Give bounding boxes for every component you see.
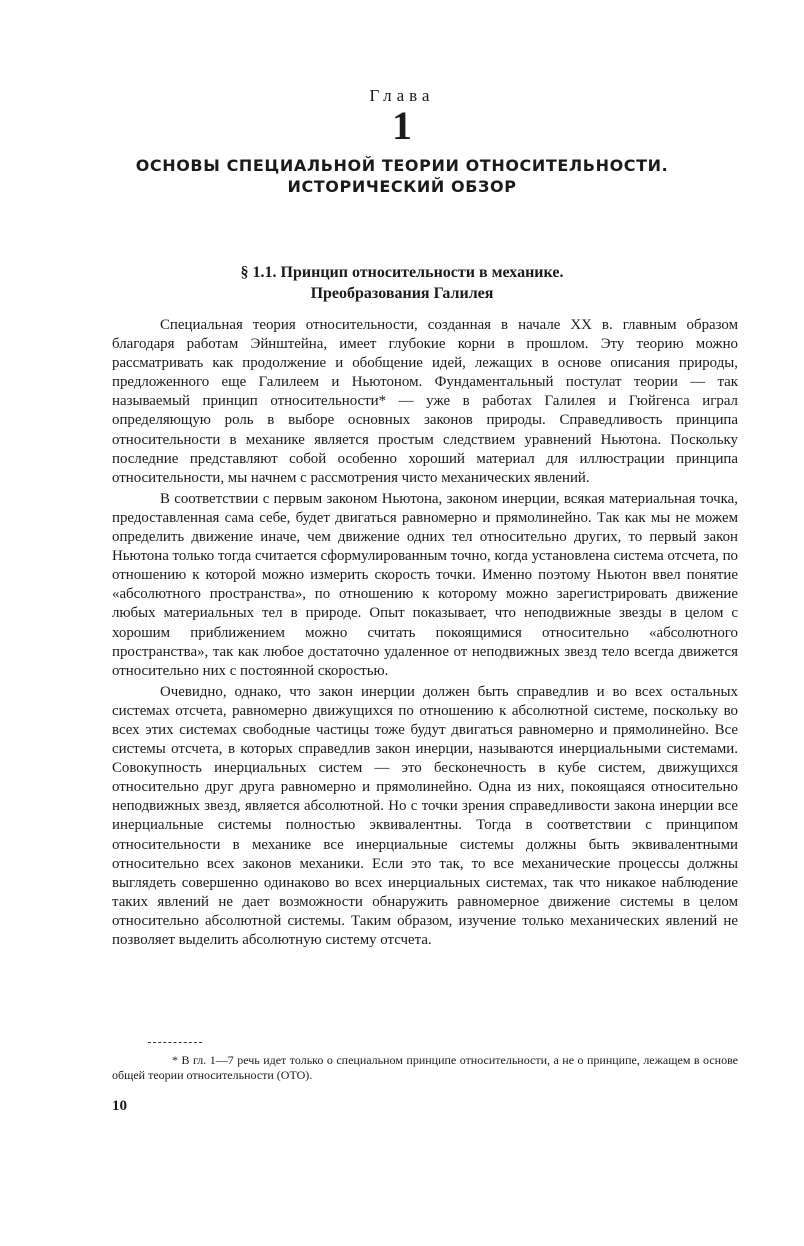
footnote-divider	[148, 1042, 202, 1043]
chapter-title-line-2: ИСТОРИЧЕСКИЙ ОБЗОР	[287, 177, 517, 196]
paragraph-1: Специальная теория относительности, созданная в начале XX в. главным образом благодаря работам Эйнштейна, имеет глубокие корни в прошлом. Эту теорию можно рассматривать как продолжение и обобщение идей, лежащих в основе описания природы, предложенного еще Галилеем и Ньютоном. Фундаментальный постулат теории — так называемый принцип относительности* — уже в работах Галилея и Гюйгенса играл определяющую роль в выборе основных законов природы. Справедливость принципа относительности в механике является простым следствием уравнений Ньютона. Поскольку последние представляют собой особенно хороший материал для иллюстрации принципа относительности, мы начнем с рассмотрения чисто механических явлений.	[112, 317, 738, 486]
paragraph-3: Очевидно, однако, что закон инерции должен быть справедлив и во всех остальных системах отсчета, равномерно движущихся по отношению к абсолютной системе, поскольку во всех этих системах свободные частицы тоже будут двигаться равномерно и прямолинейно. Все системы отсчета, в которых справедлив закон инерции, называются инерциальными системами. Совокупность инерциальных систем — это бесконечность в кубе систем, движущихся относительно друг друга равномерно и прямолинейно. Одна из них, покоящаяся относительно неподвижных звезд, является абсолютной. Но с точки зрения справедливости закона инерции все инерциальные системы полностью эквивалентны. Тогда в соответствии с принципом относительности в механике все инерциальные системы должны быть эквивалентными относительно всех законов механики. Если это так, то все механические процессы должны выглядеть совершенно одинаково во всех инерциальных системах, так что никакое наблюдение таких явлений не дает возможности обнаружить равномерное движение системы в целом относительно абсолютной системы. Таким образом, изучение только механических явлений не позволяет выделить абсолютную систему отсчета.	[112, 683, 738, 948]
body-text	[112, 316, 738, 952]
chapter-title-line-1: ОСНОВЫ СПЕЦИАЛЬНОЙ ТЕОРИИ ОТНОСИТЕЛЬНОСТИ.	[135, 156, 669, 175]
page-number: 10	[112, 1098, 127, 1114]
chapter-number: 1	[392, 103, 412, 148]
chapter-label: Глава	[369, 86, 435, 105]
section-title-line-2: Преобразования Галилея	[310, 285, 494, 302]
footnote-text: * В гл. 1—7 речь идет только о специальном принципе относительности, а не о принципе, лежащем в основе общей теории относительности (ОТО).	[112, 1053, 738, 1082]
section-title	[160, 262, 644, 304]
footnote	[112, 1053, 738, 1083]
section-title-line-1: § 1.1. Принцип относительности в механике.	[240, 264, 564, 281]
chapter-title	[120, 155, 684, 197]
paragraph-2: В соответствии с первым законом Ньютона, законом инерции, всякая материальная точка, предоставленная сама себе, будет двигаться равномерно и прямолинейно. Так как мы не можем определить движение иначе, чем движение одних тел относительно других, то первый закон Ньютона только тогда считается сформулированным точно, когда установлена система отсчета, по отношению к которой можно измерить скорость точки. Именно поэтому Ньютон ввел понятие «абсолютного пространства», по отношению к которому можно зарегистрировать движение любых материальных тел в природе. Опыт показывает, что неподвижные звезды в целом с хорошим приближением можно считать покоящимися относительно «абсолютного пространства», так как любое достаточно удаленное от неподвижных звезд тело всегда движется относительно них с постоянной скоростью.	[112, 490, 738, 679]
